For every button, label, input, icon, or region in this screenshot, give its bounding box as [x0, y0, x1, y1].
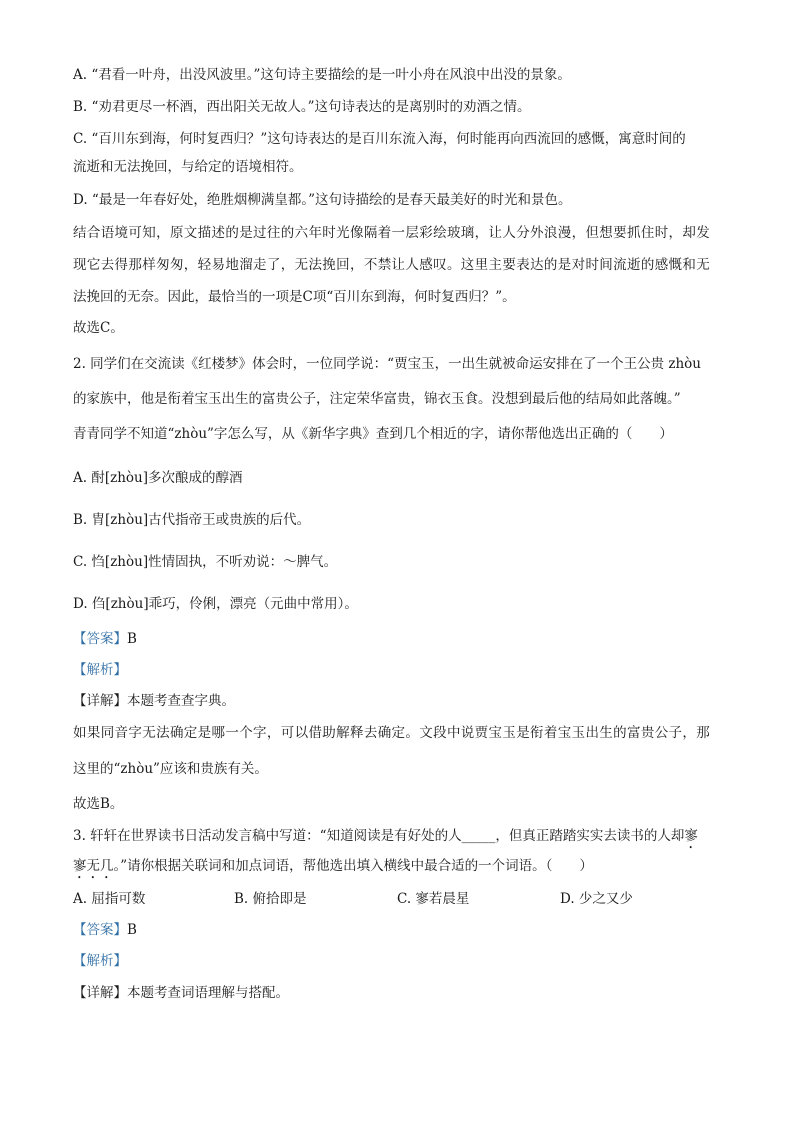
- q1-analysis-line2: 现它去得那样匆匆，轻易地溜走了，无法挽回，不禁让人感叹。这里主要表达的是对时间流逝的感慨和无: [73, 257, 711, 273]
- q3-options-row: [73, 890, 733, 908]
- analysis-tag: 【解析】: [73, 662, 127, 678]
- q3-analysis-row: [73, 952, 733, 970]
- q2-conclusion: 故选B。: [73, 796, 124, 812]
- q3-dotted-word-part1: 寥: [684, 828, 698, 844]
- answer-tag: 【答案】: [73, 922, 127, 938]
- q2-answer-row: [73, 630, 733, 648]
- q2-analysis-row: [73, 661, 733, 679]
- q2-option-b: B. 胄[zhòu]古代指帝王或贵族的后代。: [73, 512, 311, 528]
- q3-option-b: B. 俯拾即是: [234, 891, 307, 907]
- q2-explanation-line2: 这里的“zhòu”应该和贵族有关。: [73, 761, 268, 777]
- q2-stem-line1: 2. 同学们在交流读《红楼梦》体会时，一位同学说：“贾宝玉，一出生就被命运安排在了一个王公贵 zhòu: [73, 356, 701, 372]
- answer-tag: 【答案】: [73, 631, 127, 647]
- q2-stem-line3: 青青同学不知道“zhòu”字怎么写，从《新华字典》查到几个相近的字，请你帮他选出正确的（ ）: [73, 426, 673, 442]
- q3-stem-line1: [73, 827, 733, 852]
- q1-analysis-line1: 结合语境可知，原文描述的是过往的六年时光像隔着一层彩绘玻璃，让人分外浪漫，但想要抓住时，却发: [73, 225, 711, 241]
- q2-option-d: D. 㑇[zhòu]乖巧，伶俐，漂亮（元曲中常用）。: [73, 596, 358, 612]
- detail-text: 本题考查查字典。: [127, 693, 235, 709]
- q1-analysis-line3: 法挽回的无奈。因此，最恰当的一项是C项“百川东到海，何时复西归？”。: [73, 289, 516, 305]
- q2-detail-row: [73, 692, 733, 710]
- q3-stem-text-2: 。”请你根据关联词和加点词语，帮他选出填入横线中最合适的一个词语。（ ）: [113, 858, 593, 874]
- q1-conclusion: 故选C。: [73, 320, 124, 336]
- q1-option-a: A. “君看一叶舟，出没风波里。”这句诗主要描绘的是一叶小舟在风浪中出没的景象。: [73, 67, 571, 83]
- q1-option-c-line2: 流逝和无法挽回，与给定的语境相符。: [73, 159, 303, 175]
- q3-answer-row: [73, 921, 733, 939]
- analysis-tag: 【解析】: [73, 953, 127, 969]
- answer-value: B: [127, 922, 137, 938]
- q3-option-a: A. 屈指可数: [73, 891, 146, 907]
- q2-explanation-line1: 如果同音字无法确定是哪一个字，可以借助解释去确定。文段中说贾宝玉是衔着宝玉出生的富贵公子，那: [73, 725, 711, 741]
- detail-tag: 【详解】: [73, 693, 127, 709]
- q3-stem-line2: [73, 857, 733, 882]
- q3-detail-row: [73, 984, 733, 1002]
- detail-text: 本题考查词语理解与搭配。: [127, 985, 289, 1001]
- q1-option-c-line1: C. “百川东到海，何时复西归？”这句诗表达的是百川东流入海，何时能再向西流回的感慨，寓意时间的: [73, 131, 686, 147]
- answer-value: B: [127, 631, 137, 647]
- q3-option-d: D. 少之又少: [560, 891, 633, 907]
- q2-option-a: A. 酎[zhòu]多次酿成的醇酒: [73, 470, 243, 486]
- q3-stem-text: 3. 轩轩在世界读书日活动发言稿中写道：“知道阅读是有好处的人_____，但真正踏踏实实去读书的人却: [73, 828, 685, 844]
- q3-dotted-word-part2: 寥无几: [73, 858, 114, 874]
- q1-option-b: B. “劝君更尽一杯酒，西出阳关无故人。”这句诗表达的是离别时的劝酒之情。: [73, 99, 531, 115]
- detail-tag: 【详解】: [73, 985, 127, 1001]
- q3-option-c: C. 寥若晨星: [397, 891, 470, 907]
- q2-stem-line2: 的家族中，他是衔着宝玉出生的富贵公子，注定荣华富贵，锦衣玉食。没想到最后他的结局如此落魄。”: [73, 391, 681, 407]
- q1-option-d: D. “最是一年春好处，绝胜烟柳满皇都。”这句诗描绘的是春天最美好的时光和景色。: [73, 192, 572, 208]
- q2-option-c: C. 㤘[zhòu]性情固执，不听劝说：～脾气。: [73, 554, 338, 570]
